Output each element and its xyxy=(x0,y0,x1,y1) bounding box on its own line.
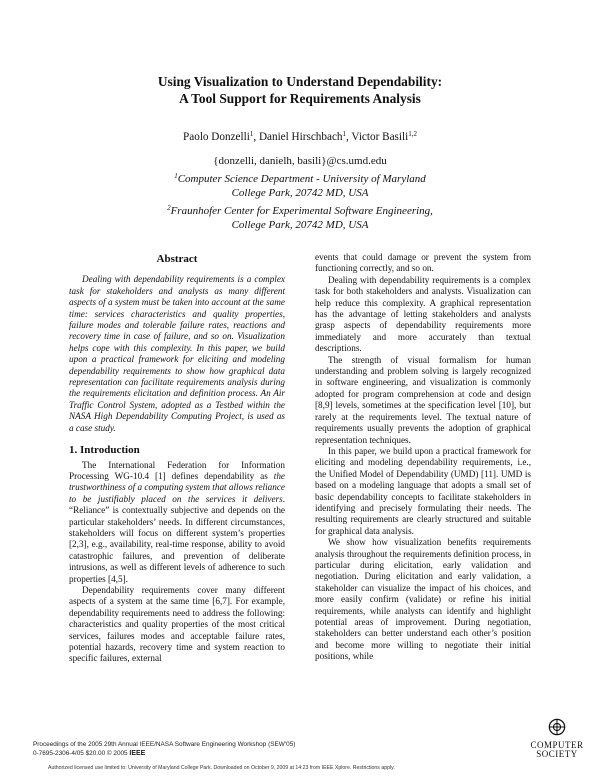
proceedings-line: Proceedings of the 2005 29th Annual IEEE/NASA Software Engineering Workshop (SEW’05) xyxy=(33,741,296,748)
intro-p1-definition: the trustworthiness of a computing system that allows reliance to be justifiably placed on the services it delivers xyxy=(69,470,285,504)
author-2-sup: 1 xyxy=(342,130,346,138)
affiliation-1-line-1: Computer Science Department - University of Maryland xyxy=(177,172,426,185)
license-notice: Authorized licensed use limited to: University of Maryland College Park. Downloaded on October 9, 2009 at 14:23 from IEEE Xplore. Restrictions apply. xyxy=(48,765,395,771)
intro-paragraph-2: Dependability requirements cover many different aspects of a system at the same time [6,7]. For example, dependability requirements need to address the following: characteristics and quality properties of the most critical services, failures modes and acceptable failure rates, potential hazards, recovery time and system reaction to specific failures, external xyxy=(69,584,285,664)
author-3-sup: 1,2 xyxy=(408,130,417,138)
right-paragraph-4: We show how visualization benefits requirements analysis throughout the requirements definition process, in particular during elicitation, early validation and negotiation. During elicitation and early validation, a stakeholder can visualize the impact of his choices, and more easily confirm (validate) or refine his initial requirements, while analysts can identify and highlight potential areas of improvement. During negotiation, stakeholders can better understand each other’s position and become more willing to negotiate their initial positions, while xyxy=(315,537,531,662)
affiliations xyxy=(0,154,600,233)
author-emails: {donzelli, danielh, basili}@cs.umd.edu xyxy=(213,155,387,167)
left-column xyxy=(69,252,285,665)
author-2: Daniel Hirschbach xyxy=(258,131,343,143)
section-heading-introduction: 1. Introduction xyxy=(69,444,140,457)
author-3: Victor Basili xyxy=(351,131,409,143)
ieee-mark: IEEE xyxy=(129,750,146,757)
author-1: Paolo Donzelli xyxy=(183,131,250,143)
affiliation-2-line-2: College Park, 20742 MD, USA xyxy=(231,219,369,231)
intro-paragraph-1 xyxy=(69,460,285,585)
right-paragraph-0: events that could damage or prevent the system from functioning correctly, and so on. xyxy=(315,252,531,274)
intro-p1-start: The International Federation for Information Processing WG-10.4 [1] defines dependability as xyxy=(69,459,285,481)
logo-line-1: COMPUTER xyxy=(530,740,584,750)
abstract-text: Dealing with dependability requirements is a complex task for stakeholders and analysts as many different aspects of a system must be taken into account at the same time: services characteristics and quality properties, failure modes and tolerable failure rates, reactions and recovery time in case of failure, and so on. Visualization helps cope with this complexity. In this paper, we build upon a practical framework for eliciting and modeling dependability requirements to show how graphical data representation can facilitate requirements analysis during the requirements elicitation and definition process. An Air Traffic Control System, adopted as a Testbed within the NASA High Dependability Computing Project, is used as a case study. xyxy=(69,274,285,433)
right-paragraph-2: The strength of visual formalism for human understanding and problem solving is largely recognized in software engineering, and visualization is commonly adopted for program comprehension at code and design [8,9] levels, sometimes at the specification level [10], but rarely at the requirements level. The textual nature of requirements usually prevents the adoption of graphical representation techniques. xyxy=(315,354,531,445)
computer-society-seal-icon xyxy=(548,718,566,736)
author-list: Paolo Donzelli$^1$, Daniel Hirschbach$^1$, Victor Basili$^{1,2}$ xyxy=(183,130,417,143)
proceedings-footer xyxy=(33,740,533,758)
computer-society-logo xyxy=(527,718,587,759)
affiliation-2-line-1: Fraunhofer Center for Experimental Software Engineering, xyxy=(170,204,433,217)
affiliation-1-line-2: College Park, 20742 MD, USA xyxy=(231,187,369,199)
right-paragraph-3: In this paper, we build upon a practical framework for eliciting and modeling dependability requirements, i.e., the Unified Model of Dependability (UMD) [11]. UMD is based on a modeling language that adopts a small set of basic dependability concepts to facilitate stakeholders in identifying and precisely formulating their needs. The resulting requirements are clearly structured and suitable for graphical data analysis. xyxy=(315,445,531,536)
abstract-heading: Abstract xyxy=(156,253,198,265)
intro-p1-end: . “Reliance” is contextually subjective and depends on the particular stakeholders’ needs. In different circumstances, stakeholders will focus on different system’s properties [2,3], e.g., availability, real-time response, ability to avoid catastrophic failures, and prevention of deliberate intrusions, as well as different levels of adherence to such properties [4,5]. xyxy=(69,493,285,584)
affiliation-1-sup: 1 xyxy=(174,171,178,180)
title-line-2: A Tool Support for Requirements Analysis xyxy=(179,91,421,106)
title-line-1: Using Visualization to Understand Dependability: xyxy=(157,74,443,89)
author-1-sup: 1 xyxy=(249,130,254,138)
isbn-line: 0-7695-2306-4/05 $20.00 © 2005 xyxy=(33,750,130,757)
paper-title xyxy=(0,73,600,107)
right-column xyxy=(315,252,531,663)
affiliation-2-sup: 2 xyxy=(167,203,171,212)
logo-line-2: SOCIETY xyxy=(536,749,578,759)
right-paragraph-1: Dealing with dependability requirements is a complex task for both stakeholders and analysts. Visualization can help reduce this complexity. A graphical representation has the advantage of letting stakeholders and analysts grasp aspects of dependability requirements more immediately and more accurately than textual descriptions. xyxy=(315,274,531,354)
